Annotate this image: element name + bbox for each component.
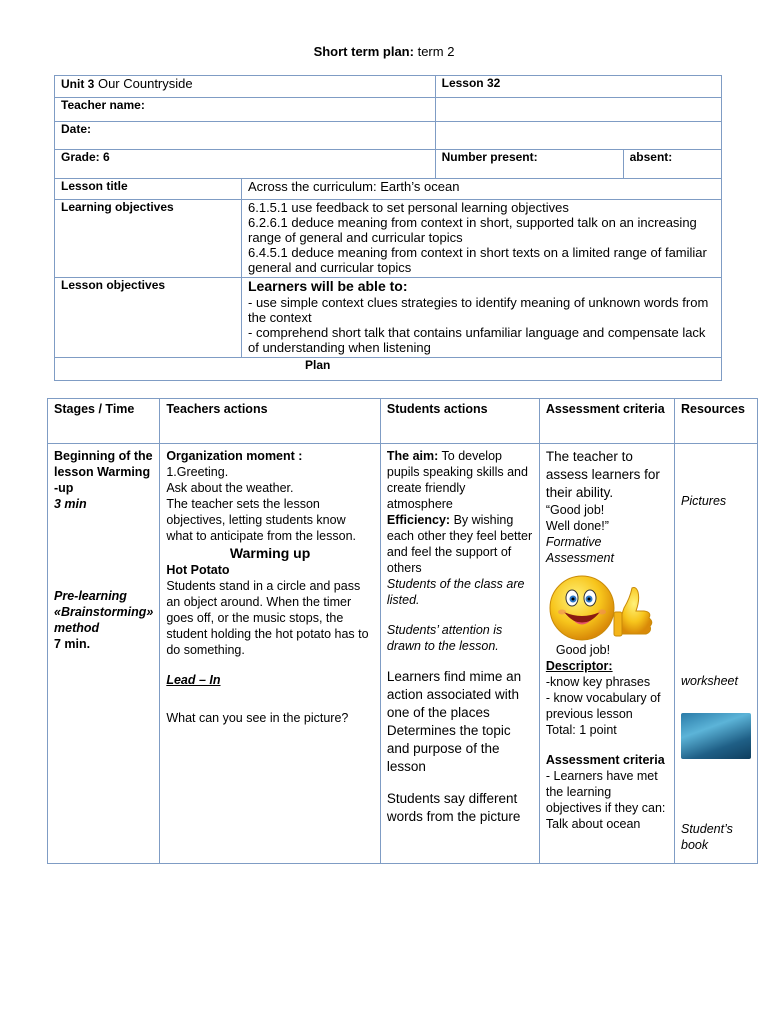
descriptor-2: - know vocabulary of previous lesson [545,691,661,721]
header-assessment: Assessment criteria [539,399,674,444]
header-teachers: Teachers actions [160,399,381,444]
lesson-info-table [54,75,722,381]
teacher-name-label: Teacher name: [55,98,436,122]
efficiency-value: By wishing each other they feel better and feel the support of others [386,513,533,575]
lesson-objectives-head: Learners will be able to: [248,278,408,294]
aim-label: The aim: [386,449,439,463]
good-job-quote: “Good job! [545,503,605,517]
efficiency-text [387,512,533,576]
students-words: Students say different words from the picture [386,791,521,824]
formative-assessment: Formative Assessment [545,535,614,565]
lesson-title-label: Lesson title [55,179,242,200]
hot-potato-heading: Hot Potato [166,563,230,577]
lead-in-heading: Lead – In [166,673,221,687]
greeting: 1.Greeting. [166,465,229,479]
lesson-title-value: Across the curriculum: Earth’s ocean [242,179,722,200]
resource-pictures: Pictures [681,494,727,508]
warming-up-heading: Warming up [229,545,311,561]
date-value [435,122,721,150]
unit-cell [55,76,436,98]
plan-cell [55,358,722,381]
learning-objective-2: 6.2.6.1 deduce meaning from context in short, supported talk on an increasing range of general and curricular topics [248,215,697,245]
unit-label: Unit 3 [61,77,95,91]
plan-body-row [48,444,758,864]
date-label: Date: [55,122,436,150]
sets-objectives: The teacher sets the lesson objectives, letting students know what to anticipate from the lesson. [166,497,357,543]
teachers-cell [160,444,381,864]
header-stages: Stages / Time [48,399,160,444]
students-attention: Students’ attention is drawn to the lesson. [386,623,503,653]
stages-cell [48,444,160,864]
stage-pre-time: 7 min. [54,637,91,651]
lesson-objectives-label: Lesson objectives [55,278,242,358]
absent-label: absent: [623,150,721,179]
hot-potato-text: Students stand in a circle and pass an object around. When the timer goes off, or the music stops, the student holding the hot potato has to do something. [166,579,369,657]
lesson-objective-1: - use simple context clues strategies to identify meaning of unknown words from the context [248,295,709,325]
stage-beginning-time: 3 min [54,497,87,511]
resources-cell [675,444,758,864]
unit-name: Our Countryside [94,76,193,91]
page-title-rest: term 2 [413,44,455,59]
ocean-fish-image [681,713,751,759]
page-title-bold: Short term plan: [313,44,414,59]
plan-header-row [48,399,758,444]
good-job-caption: Good job! [555,643,611,657]
students-listed: Students of the class are listed. [386,577,525,607]
descriptor-heading: Descriptor: [545,659,613,673]
lesson-objectives-value [242,278,722,358]
organization-heading: Organization moment : [166,449,303,463]
learning-objective-3: 6.4.5.1 deduce meaning from context in short texts on a limited range of familiar general and curricular topics [248,245,707,275]
learning-objectives-value [242,200,722,278]
descriptor-1: -know key phrases [545,675,651,689]
header-resources: Resources [675,399,758,444]
resource-worksheet: worksheet [681,674,738,688]
lesson-objective-2: - comprehend short talk that contains unfamiliar language and compensate lack of understanding when listening [248,325,706,355]
stage-pre-learning: Pre-learning «Brainstorming» method [54,589,154,635]
assessment-criteria-heading: Assessment criteria [545,753,665,767]
lesson-number: Lesson 32 [435,76,721,98]
picture-question: What can you see in the picture? [166,711,349,725]
learning-objectives-label: Learning objectives [55,200,242,278]
total-points: Total: 1 point [545,723,617,737]
well-done-quote: Well done!” [545,519,609,533]
assess-text: The teacher to assess learners for their ability. [545,449,660,500]
aim-value: To develop pupils speaking skills and create friendly atmosphere [386,449,528,511]
learning-objective-1: 6.1.5.1 use feedback to set personal learning objectives [248,200,569,215]
assessment-criteria-text: - Learners have met the learning objectives if they can: Talk about ocean [545,769,666,831]
aim-text [387,448,533,512]
students-mime: Learners find mime an action associated with one of the places Determines the topic and purpose of the lesson [386,669,522,774]
stage-beginning: Beginning of the lesson Warming -up [54,449,153,495]
teacher-name-value [435,98,721,122]
efficiency-label: Efficiency: [386,513,451,527]
grade-label: Grade: 6 [55,150,436,179]
number-present-label: Number present: [435,150,623,179]
assessment-cell [539,444,674,864]
plan-table [47,398,758,864]
page-title [0,44,768,59]
weather: Ask about the weather. [166,481,294,495]
smiley-thumbs-up-icon [548,574,656,642]
resource-students-book: Student’s book [681,822,733,852]
students-cell [380,444,539,864]
plan-heading: Plan [305,358,331,372]
header-students: Students actions [380,399,539,444]
